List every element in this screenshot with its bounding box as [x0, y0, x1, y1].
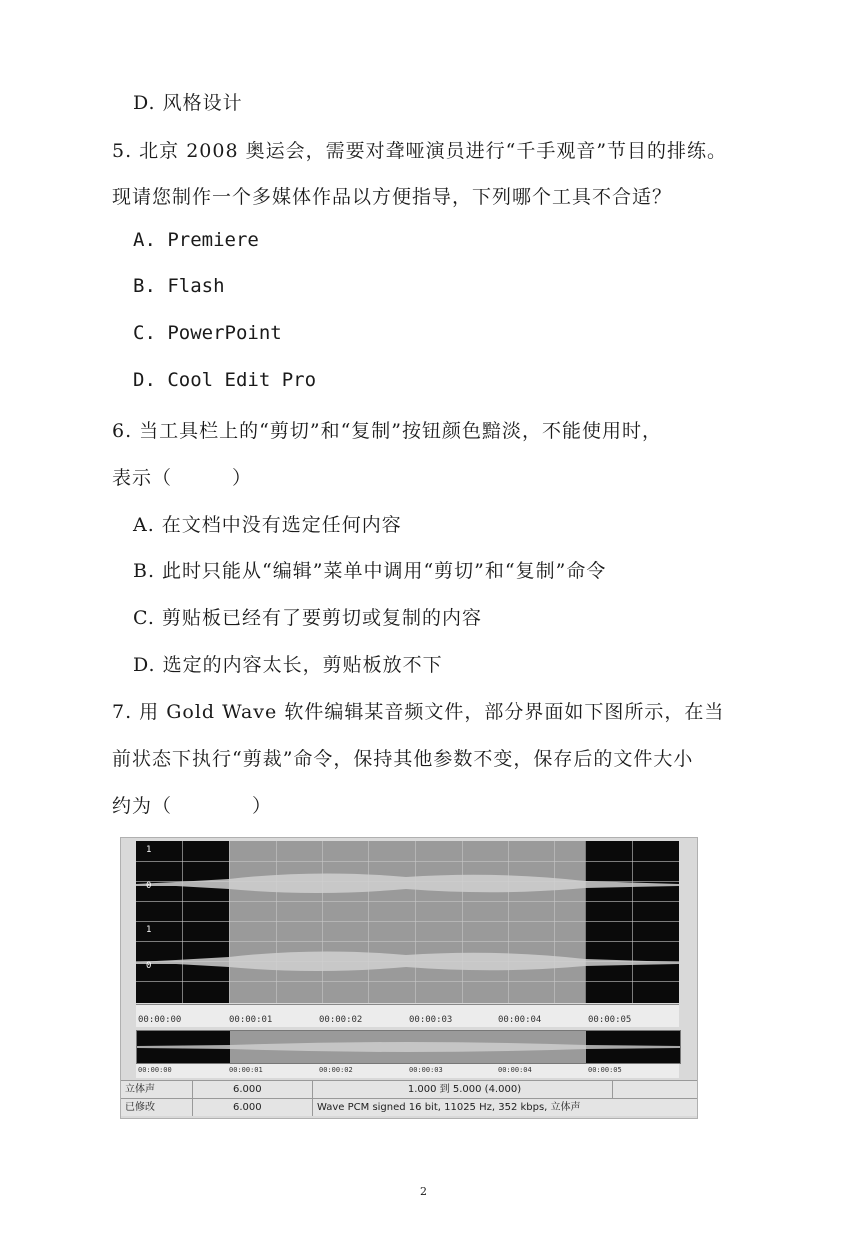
channel-scale-label: 0: [146, 881, 152, 891]
overview-tick: 00:00:00: [138, 1066, 172, 1074]
time-tick: 00:00:04: [498, 1015, 542, 1025]
waveform-channel-2: [136, 951, 679, 971]
overview-tick: 00:00:04: [498, 1066, 532, 1074]
q7-stem-line3: 约为（ ）: [112, 795, 273, 817]
q6-option-d: D. 选定的内容太长，剪贴板放不下: [133, 654, 443, 676]
q5-stem-line2: 现请您制作一个多媒体作品以方便指导，下列哪个工具不合适？: [112, 186, 673, 208]
selection-range: 1.000 到 5.000 (4.000): [313, 1081, 613, 1098]
status-bar-row-1: [121, 1080, 697, 1098]
overview-tick: 00:00:02: [319, 1066, 353, 1074]
channel-scale-label: 1: [146, 925, 152, 935]
time-tick: 00:00:05: [588, 1015, 632, 1025]
overview-tick: 00:00:03: [409, 1066, 443, 1074]
q5-stem-line1: 5. 北京 2008 奥运会，需要对聋哑演员进行“千手观音”节目的排练。: [112, 140, 728, 162]
channel-mode: 立体声: [121, 1081, 193, 1098]
overview-waveform-svg: [137, 1031, 680, 1063]
q6-option-c: C. 剪贴板已经有了要剪切或复制的内容: [133, 607, 482, 629]
q5-option-d: D. Cool Edit Pro: [133, 369, 317, 391]
overview-ruler: [136, 1064, 679, 1078]
goldwave-screenshot: [120, 837, 698, 1119]
waveform-svg: [136, 841, 679, 1003]
q6-option-b: B. 此时只能从“编辑”菜单中调用“剪切”和“复制”命令: [133, 560, 607, 582]
time-tick: 00:00:00: [138, 1015, 182, 1025]
channel-scale-label: 1: [146, 845, 152, 855]
page-number: 2: [420, 1185, 427, 1198]
time-tick: 00:00:03: [409, 1015, 453, 1025]
overview-tick: 00:00:05: [588, 1066, 622, 1074]
overview-tick: 00:00:01: [229, 1066, 263, 1074]
time-tick: 00:00:01: [229, 1015, 273, 1025]
waveform-channel-1: [136, 873, 679, 893]
total-length: 6.000: [193, 1081, 313, 1098]
q6-stem-line2: 表示（ ）: [112, 467, 253, 489]
modified-status: 已修改: [121, 1099, 193, 1116]
overview-waveform-trace: [137, 1042, 680, 1052]
q4-option-d: D. 风格设计: [133, 92, 243, 114]
time-tick: 00:00:02: [319, 1015, 363, 1025]
q7-stem-line2: 前状态下执行“剪裁”命令，保持其他参数不变，保存后的文件大小: [112, 748, 694, 770]
audio-format: Wave PCM signed 16 bit, 11025 Hz, 352 kbps, 立体声: [317, 1102, 581, 1113]
q6-stem-line1: 6. 当工具栏上的“剪切”和“复制”按钮颜色黯淡，不能使用时，: [112, 420, 663, 442]
q7-stem-line1: 7. 用 Gold Wave 软件编辑某音频文件，部分界面如下图所示，在当: [112, 701, 725, 723]
q6-option-a: A. 在文档中没有选定任何内容: [133, 514, 402, 536]
q5-option-c: C. PowerPoint: [133, 322, 282, 344]
q5-option-a: A. Premiere: [133, 229, 259, 251]
current-length: 6.000: [193, 1099, 313, 1116]
timeline-ruler[interactable]: [136, 1004, 679, 1027]
q5-option-b: B. Flash: [133, 275, 225, 297]
waveform-display: [136, 841, 679, 1003]
status-bar-row-2: [121, 1098, 697, 1116]
overview-waveform[interactable]: [136, 1030, 681, 1064]
channel-scale-label: 0: [146, 961, 152, 971]
